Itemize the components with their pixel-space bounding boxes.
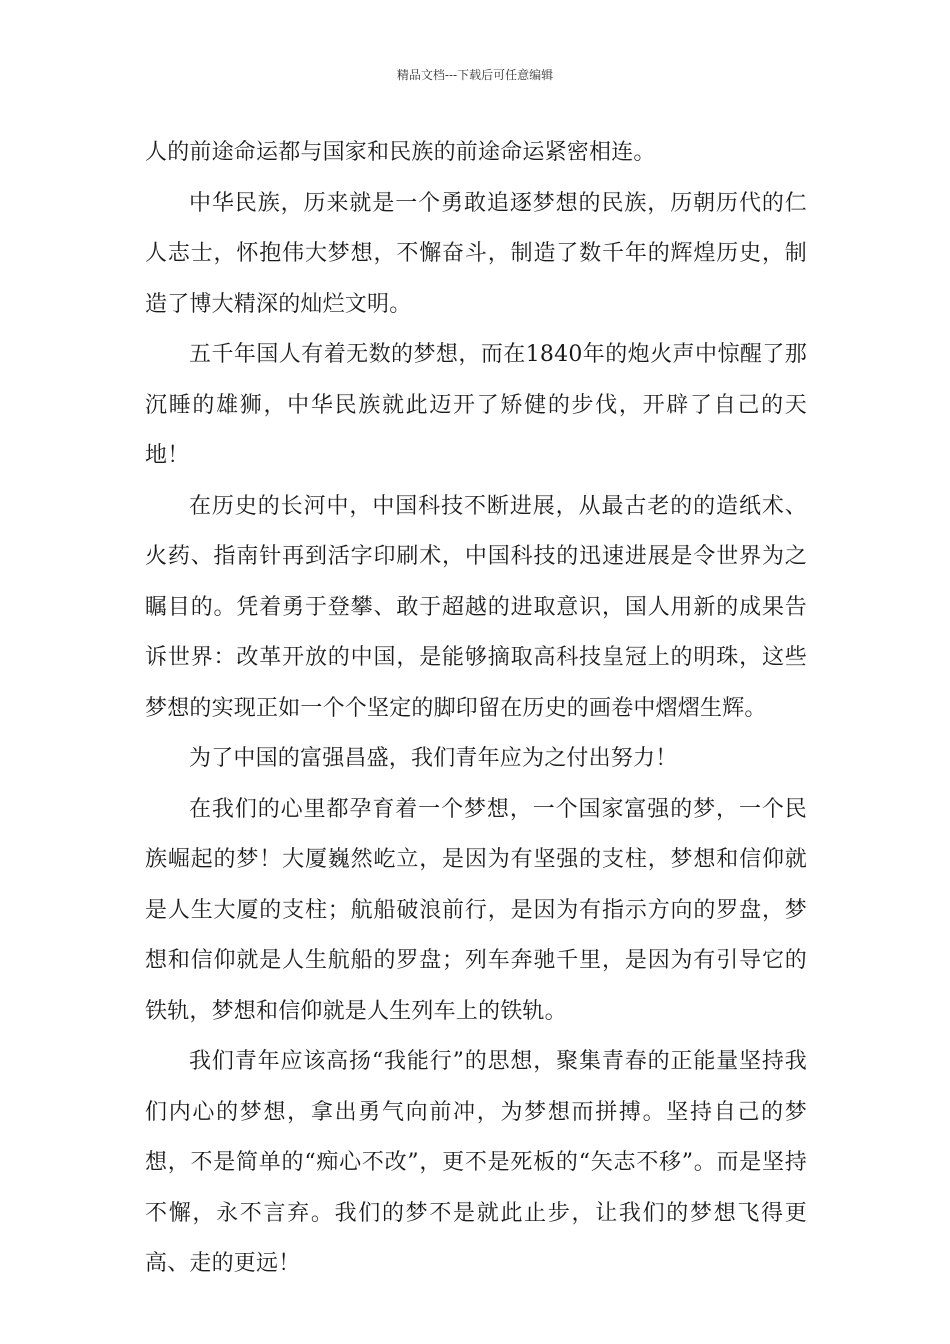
paragraph: 为了中国的富强昌盛，我们青年应为之付出努力！ bbox=[189, 746, 678, 771]
paragraph: 在我们的心里都孕育着一个梦想，一个国家富强的梦，一个民族崛起的梦！大厦巍然屹立，是因为有坚强的支柱，梦想和信仰就是人生大厦的支柱；航船破浪前行，是因为有指示方向的罗盘，梦想和信仰就是人生航船的罗盘；列车奔驰千里，是因为有引导它的铁轨，梦想和信仰就是人生列车上的铁轨。 bbox=[145, 796, 807, 1024]
paragraph: 中华民族，历来就是一个勇敢追逐梦想的民族，历朝历代的仁人志士，怀抱伟大梦想，不懈奋斗，制造了数千年的辉煌历史，制造了博大精深的灿烂文明。 bbox=[145, 190, 807, 317]
page-header: 精品文档---下载后可任意编辑 bbox=[396, 68, 554, 82]
document-body bbox=[145, 128, 807, 1290]
paragraph: 五千年国人有着无数的梦想，而在1840年的炮火声中惊醒了那沉睡的雄狮，中华民族就此迈开了矫健的步伐，开辟了自己的天地！ bbox=[145, 342, 807, 468]
paragraph: 在历史的长河中，中国科技不断进展，从最古老的的造纸术、火药、指南针再到活字印刷术，中国科技的迅速进展是令世界为之瞩目的。凭着勇于登攀、敢于超越的进取意识，国人用新的成果告诉世界：改革开放的中国，是能够摘取高科技皇冠上的明珠，这些梦想的实现正如一个个坚定的脚印留在历史的画卷中熠熠生辉。 bbox=[145, 493, 807, 721]
paragraph: 我们青年应该高扬“我能行”的思想，聚集青春的正能量坚持我们内心的梦想，拿出勇气向前冲，为梦想而拼搏。坚持自己的梦想，不是简单的“痴心不改”，更不是死板的“矢志不移”。而是坚持不懈，永不言弃。我们的梦不是就此止步，让我们的梦想飞得更高、走的更远！ bbox=[145, 1049, 807, 1276]
paragraph-continuation: 人的前途命运都与国家和民族的前途命运紧密相连。 bbox=[145, 140, 656, 165]
